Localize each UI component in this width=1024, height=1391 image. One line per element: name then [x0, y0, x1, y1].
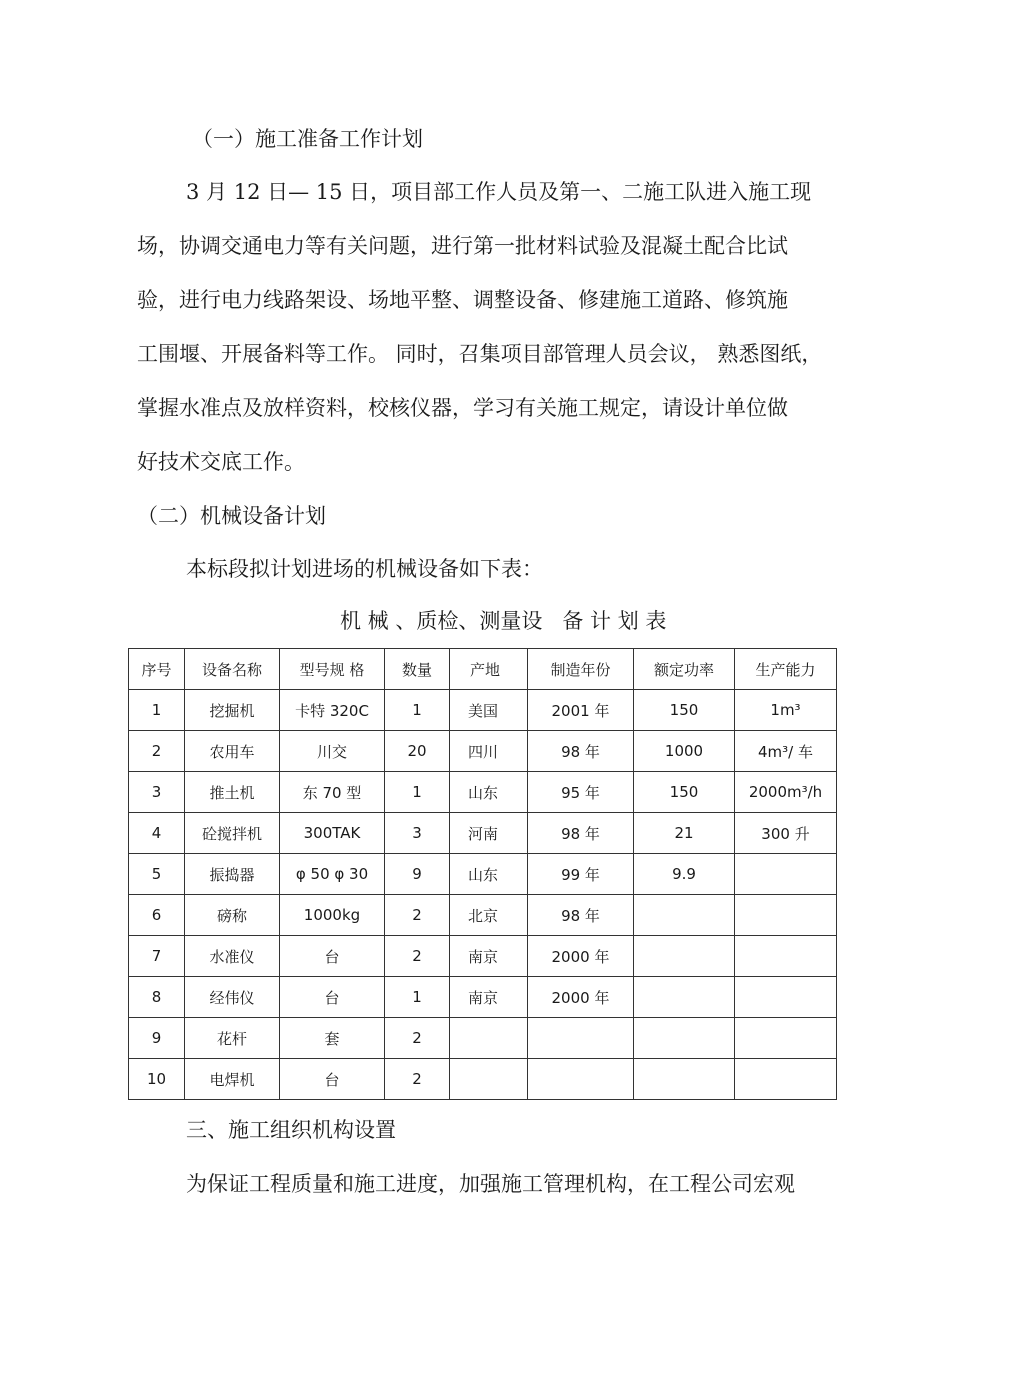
- cell-name: 农用车: [185, 731, 280, 772]
- cell-model: 台: [280, 977, 385, 1018]
- cell-index: 4: [129, 813, 185, 854]
- cell-index: 2: [129, 731, 185, 772]
- cell-model: 川交: [280, 731, 385, 772]
- cell-power: 21: [634, 813, 735, 854]
- cell-index: 8: [129, 977, 185, 1018]
- cell-capacity: [735, 895, 837, 936]
- cell-quantity: 1: [385, 690, 450, 731]
- table-row: [129, 854, 837, 895]
- paragraph-line: 验，进行电力线路架设、场地平整、调整设备、修建施工道路、修筑施: [137, 288, 788, 312]
- cell-quantity: 2: [385, 936, 450, 977]
- table-row: [129, 813, 837, 854]
- cell-index: 5: [129, 854, 185, 895]
- cell-origin: 山东: [450, 854, 528, 895]
- cell-power: [634, 895, 735, 936]
- cell-model: 1000kg: [280, 895, 385, 936]
- cell-year: 2001 年: [528, 690, 634, 731]
- cell-name: 磅称: [185, 895, 280, 936]
- cell-model: 台: [280, 936, 385, 977]
- cell-name: 振捣器: [185, 854, 280, 895]
- cell-index: 7: [129, 936, 185, 977]
- table-header-cell: 额定功率: [634, 649, 735, 690]
- cell-capacity: [735, 977, 837, 1018]
- cell-year: 98 年: [528, 731, 634, 772]
- table-row: [129, 977, 837, 1018]
- cell-capacity: [735, 854, 837, 895]
- cell-index: 1: [129, 690, 185, 731]
- cell-capacity: [735, 936, 837, 977]
- cell-power: 1000: [634, 731, 735, 772]
- table-row: [129, 731, 837, 772]
- paragraph-line: 为保证工程质量和施工进度，加强施工管理机构，在工程公司宏观: [186, 1172, 795, 1196]
- cell-model: 300TAK: [280, 813, 385, 854]
- cell-name: 电焊机: [185, 1059, 280, 1100]
- cell-capacity: [735, 1018, 837, 1059]
- cell-power: [634, 1059, 735, 1100]
- cell-name: 挖掘机: [185, 690, 280, 731]
- cell-origin: 山东: [450, 772, 528, 813]
- cell-capacity: 2000m³/h: [735, 772, 837, 813]
- cell-model: 套: [280, 1018, 385, 1059]
- cell-model: 东 70 型: [280, 772, 385, 813]
- cell-year: 95 年: [528, 772, 634, 813]
- table-title: 机 械 、质检、测量设 备 计 划 表: [340, 609, 667, 633]
- cell-origin: 美国: [450, 690, 528, 731]
- cell-quantity: 1: [385, 977, 450, 1018]
- cell-quantity: 2: [385, 1059, 450, 1100]
- section-heading-prep: （一）施工准备工作计划: [192, 127, 423, 151]
- cell-name: 经伟仪: [185, 977, 280, 1018]
- cell-quantity: 3: [385, 813, 450, 854]
- cell-origin: 南京: [450, 977, 528, 1018]
- cell-name: 水准仪: [185, 936, 280, 977]
- cell-year: [528, 1059, 634, 1100]
- cell-capacity: [735, 1059, 837, 1100]
- cell-quantity: 2: [385, 1018, 450, 1059]
- cell-origin: [450, 1059, 528, 1100]
- paragraph-line: 掌握水准点及放样资料，校核仪器，学习有关施工规定，请设计单位做: [137, 396, 788, 420]
- cell-quantity: 2: [385, 895, 450, 936]
- table-header-cell: 产地: [450, 649, 528, 690]
- table-row: [129, 772, 837, 813]
- table-row: [129, 690, 837, 731]
- cell-index: 6: [129, 895, 185, 936]
- cell-year: 2000 年: [528, 977, 634, 1018]
- cell-origin: [450, 1018, 528, 1059]
- cell-power: [634, 977, 735, 1018]
- cell-capacity: 1m³: [735, 690, 837, 731]
- equipment-table: [128, 648, 837, 1100]
- paragraph-line: 本标段拟计划进场的机械设备如下表：: [186, 557, 543, 581]
- cell-year: 99 年: [528, 854, 634, 895]
- cell-power: 9.9: [634, 854, 735, 895]
- table-header-cell: 型号规 格: [280, 649, 385, 690]
- paragraph-line: 场，协调交通电力等有关问题，进行第一批材料试验及混凝土配合比试: [137, 234, 788, 258]
- cell-origin: 河南: [450, 813, 528, 854]
- paragraph-line: 好技术交底工作。: [137, 450, 305, 474]
- cell-origin: 北京: [450, 895, 528, 936]
- cell-year: 2000 年: [528, 936, 634, 977]
- table-header-cell: 序号: [129, 649, 185, 690]
- cell-capacity: 4m³/ 车: [735, 731, 837, 772]
- cell-year: 98 年: [528, 813, 634, 854]
- paragraph-line: 工围堰、开展备料等工作。 同时，召集项目部管理人员会议， 熟悉图纸，: [137, 342, 823, 366]
- cell-power: 150: [634, 690, 735, 731]
- table-header-cell: 生产能力: [735, 649, 837, 690]
- cell-power: 150: [634, 772, 735, 813]
- cell-year: [528, 1018, 634, 1059]
- table-header-row: [129, 649, 837, 690]
- cell-name: 砼搅拌机: [185, 813, 280, 854]
- cell-index: 3: [129, 772, 185, 813]
- cell-index: 9: [129, 1018, 185, 1059]
- cell-quantity: 9: [385, 854, 450, 895]
- paragraph-line: 3 月 12 日— 15 日，项目部工作人员及第一、二施工队进入施工现: [186, 180, 812, 204]
- table-header-cell: 数量: [385, 649, 450, 690]
- cell-name: 花杆: [185, 1018, 280, 1059]
- cell-model: 台: [280, 1059, 385, 1100]
- cell-power: [634, 936, 735, 977]
- cell-model: 卡特 320C: [280, 690, 385, 731]
- table-header-cell: 设备名称: [185, 649, 280, 690]
- cell-name: 推土机: [185, 772, 280, 813]
- cell-power: [634, 1018, 735, 1059]
- table-row: [129, 936, 837, 977]
- cell-quantity: 20: [385, 731, 450, 772]
- table-row: [129, 895, 837, 936]
- table-header-cell: 制造年份: [528, 649, 634, 690]
- table-row: [129, 1018, 837, 1059]
- cell-year: 98 年: [528, 895, 634, 936]
- table-row: [129, 1059, 837, 1100]
- cell-quantity: 1: [385, 772, 450, 813]
- cell-origin: 南京: [450, 936, 528, 977]
- cell-model: φ 50 φ 30: [280, 854, 385, 895]
- cell-capacity: 300 升: [735, 813, 837, 854]
- section-heading-organization: 三、施工组织机构设置: [186, 1118, 396, 1142]
- cell-index: 10: [129, 1059, 185, 1100]
- cell-origin: 四川: [450, 731, 528, 772]
- section-heading-equipment: （二）机械设备计划: [137, 504, 326, 528]
